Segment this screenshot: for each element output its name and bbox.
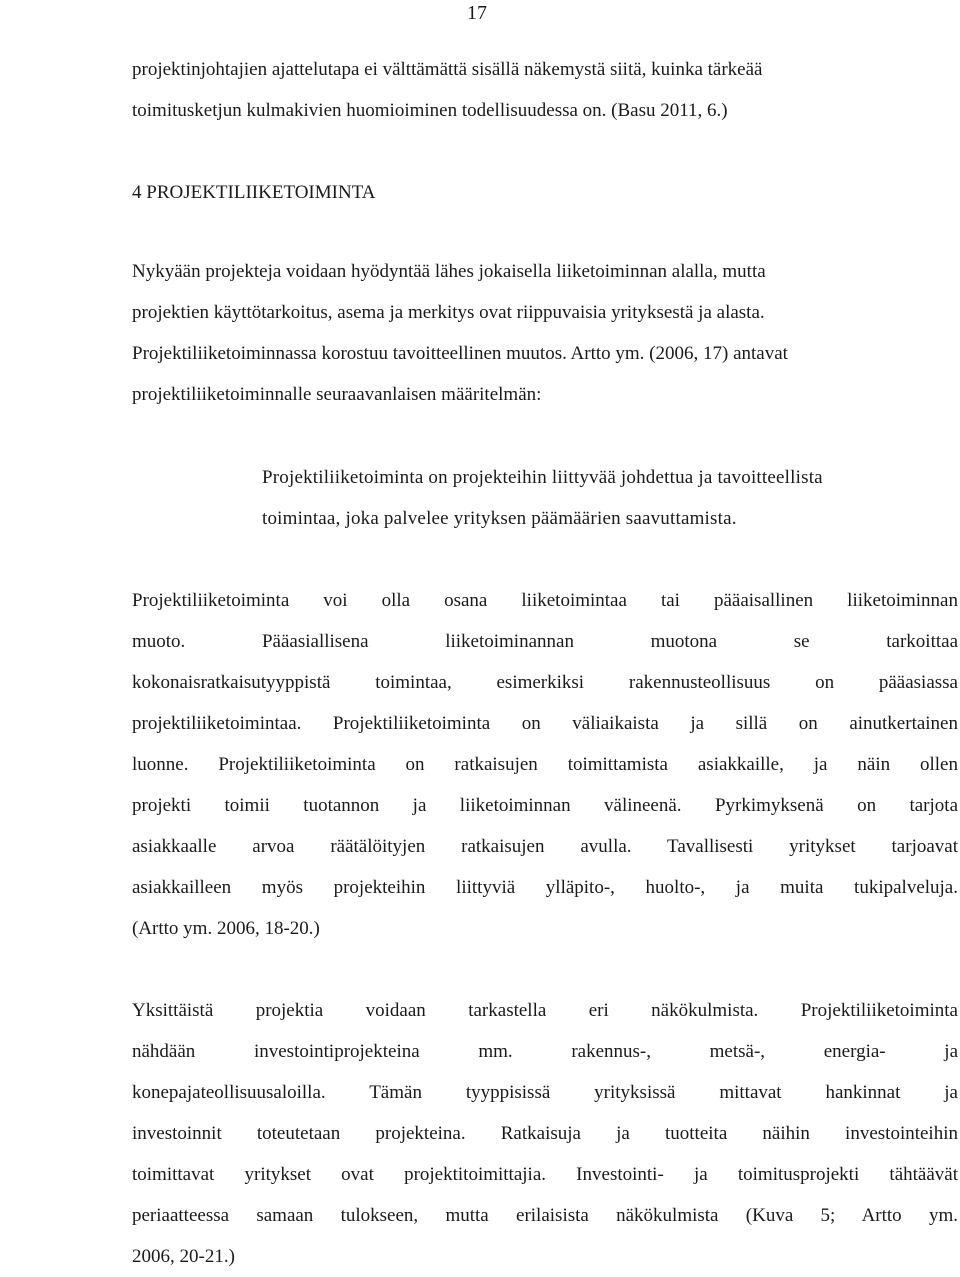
- quote-line: Projektiliiketoiminta on projekteihin liittyvää johdettua ja tavoitteellista: [262, 467, 823, 488]
- block-quote: [262, 457, 952, 539]
- text-line: (Artto ym. 2006, 18-20.): [132, 918, 320, 939]
- text-line: konepajateollisuusaloilla. Tämän tyyppisissä yrityksissä mittavat hankinnat ja: [132, 1082, 958, 1103]
- text-line: Projektiliiketoiminta voi olla osana liiketoimintaa tai pääaisallinen liiketoiminnan: [132, 590, 958, 611]
- text-line: asiakkailleen myös projekteihin liittyviä ylläpito-, huolto-, ja muita tukipalveluja.: [132, 877, 958, 898]
- text-line: kokonaisratkaisutyyppistä toimintaa, esimerkiksi rakennusteollisuus on pääasiassa: [132, 672, 958, 693]
- text-line: luonne. Projektiliiketoiminta on ratkaisujen toimittamista asiakkaille, ja näin ollen: [132, 754, 958, 775]
- text-line: projektiliiketoiminnalle seuraavanlaisen määritelmän:: [132, 384, 542, 405]
- text-line: Nykyään projekteja voidaan hyödyntää lähes jokaisella liiketoiminnan alalla, mutta: [132, 261, 766, 282]
- text-line: muoto. Pääasiallisena liiketoiminannan muotona se tarkoittaa: [132, 631, 958, 652]
- text-line: projektiliiketoimintaa. Projektiliiketoiminta on väliaikaista ja sillä on ainutkertainen: [132, 713, 958, 734]
- text-line: nähdään investointiprojekteina mm. rakennus-, metsä-, energia- ja: [132, 1041, 958, 1062]
- quote-line: toimintaa, joka palvelee yrityksen päämäärien saavuttamista.: [262, 508, 737, 529]
- text-line: 2006, 20-21.): [132, 1246, 235, 1267]
- page-number: 17: [467, 2, 487, 24]
- text-line: Projektiliiketoiminnassa korostuu tavoitteellinen muutos. Artto ym. (2006, 17) antavat: [132, 343, 788, 364]
- text-line: projektien käyttötarkoitus, asema ja merkitys ovat riippuvaisia yrityksestä ja alasta.: [132, 302, 765, 323]
- text-line: asiakkaalle arvoa räätälöityjen ratkaisujen avulla. Tavallisesti yritykset tarjoavat: [132, 836, 958, 857]
- text-line: toimitusketjun kulmakivien huomioiminen todellisuudessa on. (Basu 2011, 6.): [132, 100, 728, 121]
- text-line: toimittavat yritykset ovat projektitoimittajia. Investointi- ja toimitusprojekti tähtäävät: [132, 1164, 958, 1185]
- paragraph-intro: [132, 49, 958, 131]
- text-line: investoinnit toteutetaan projekteina. Ratkaisuja ja tuotteita näihin investointeihin: [132, 1123, 958, 1144]
- text-line: projektinjohtajien ajattelutapa ei välttämättä sisällä näkemystä siitä, kuinka tärkeää: [132, 59, 763, 80]
- section-heading: 4 PROJEKTILIIKETOIMINTA: [132, 182, 376, 203]
- text-line: periaatteessa samaan tulokseen, mutta erilaisista näkökulmista (Kuva 5; Artto ym.: [132, 1205, 958, 1226]
- text-line: Yksittäistä projektia voidaan tarkastella eri näkökulmista. Projektiliiketoiminta: [132, 1000, 958, 1021]
- paragraph-definition: [132, 580, 958, 949]
- paragraph-overview: [132, 251, 958, 415]
- text-line: projekti toimii tuotannon ja liiketoiminnan välineenä. Pyrkimyksenä on tarjota: [132, 795, 958, 816]
- paragraph-perspectives: [132, 990, 958, 1277]
